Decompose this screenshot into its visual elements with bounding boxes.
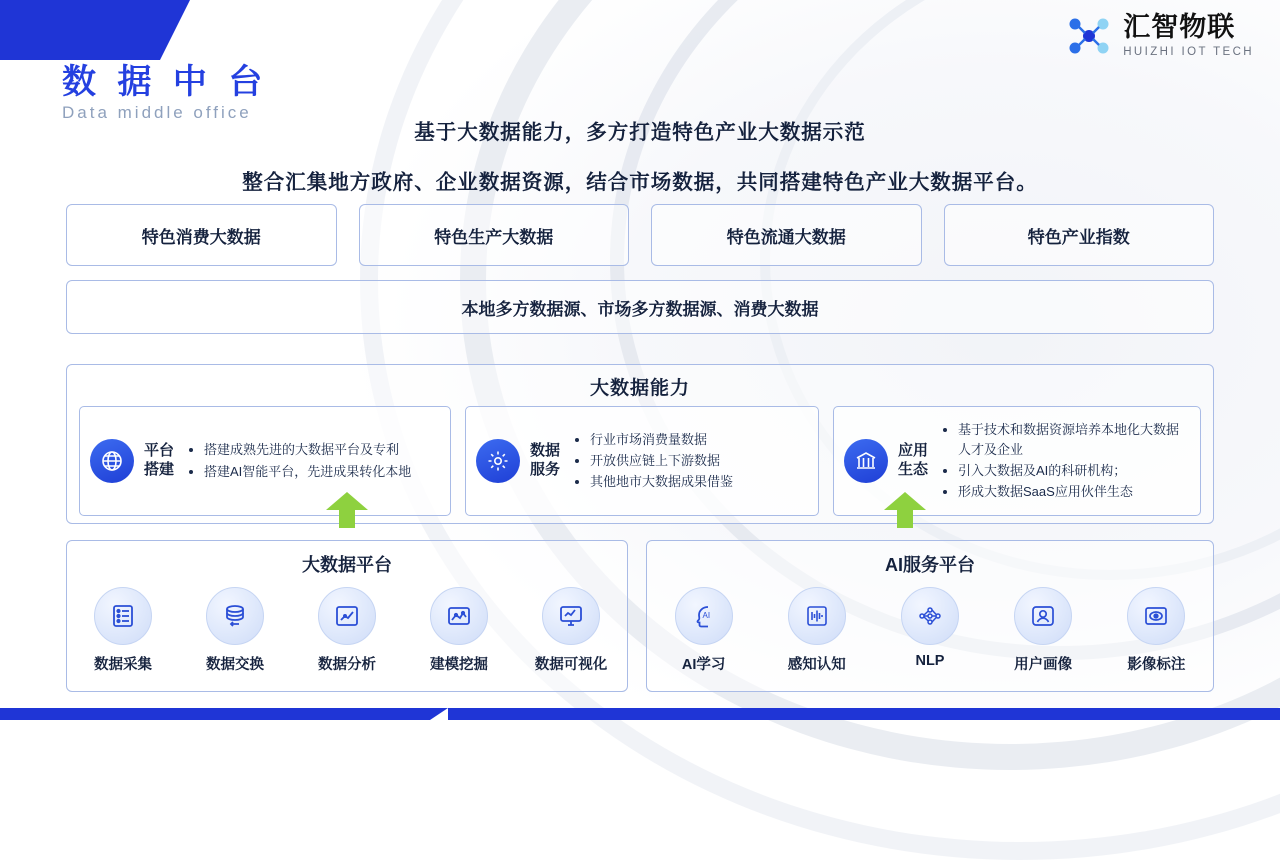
corner-accent bbox=[0, 0, 160, 60]
capability-list-item: • 行业市场消费量数据 bbox=[590, 430, 733, 450]
data-source-bar: 本地多方数据源、市场多方数据源、消费大数据 bbox=[66, 280, 1214, 334]
capability-label bbox=[144, 442, 178, 480]
up-arrow-icon bbox=[326, 492, 368, 528]
category-card[interactable]: 特色产业指数 bbox=[944, 204, 1215, 266]
capability-list-item: • 引入大数据及AI的科研机构； bbox=[958, 461, 1190, 481]
ai-service-platform-panel bbox=[646, 540, 1214, 692]
platform-item-label: 建模挖掘 bbox=[430, 657, 488, 673]
platform-item-label: AI学习 bbox=[681, 657, 726, 673]
capability-box-data-service[interactable] bbox=[465, 406, 819, 516]
ai-head-icon bbox=[675, 587, 733, 645]
platform-item[interactable] bbox=[297, 587, 397, 674]
platform-item[interactable] bbox=[521, 587, 621, 674]
platform-item[interactable] bbox=[654, 587, 754, 674]
platform-item[interactable] bbox=[993, 587, 1093, 674]
platform-item[interactable] bbox=[880, 587, 980, 674]
capability-label-line2: 搭建 bbox=[144, 461, 175, 478]
up-arrow-icon bbox=[884, 492, 926, 528]
platform-item[interactable] bbox=[1106, 587, 1206, 674]
platform-item[interactable] bbox=[185, 587, 285, 674]
capability-list-item: • 基于技术和数据资源培养本地化大数据人才及企业 bbox=[958, 420, 1190, 460]
platform-item[interactable] bbox=[767, 587, 867, 674]
platform-item-label: 数据采集 bbox=[94, 657, 152, 673]
capability-list bbox=[574, 429, 733, 493]
globe-icon bbox=[90, 439, 134, 483]
database-exchange-icon bbox=[206, 587, 264, 645]
headline-line-1: 基于大数据能力，多方打造特色产业大数据示范 bbox=[414, 121, 866, 144]
capability-list bbox=[942, 419, 1190, 504]
page-title-en: Data middle office bbox=[62, 103, 252, 123]
platform-item[interactable] bbox=[409, 587, 509, 674]
user-profile-icon bbox=[1014, 587, 1072, 645]
svg-text:AI: AI bbox=[702, 611, 710, 620]
capability-list-item: • 其他地市大数据成果借鉴 bbox=[590, 472, 733, 492]
bigdata-platform-panel bbox=[66, 540, 628, 692]
platform-title: 大数据平台 bbox=[302, 555, 392, 575]
platform-item-label: 数据分析 bbox=[318, 657, 376, 673]
chart-analysis-icon bbox=[318, 587, 376, 645]
platform-item-label: 数据交换 bbox=[206, 657, 264, 673]
capability-list bbox=[188, 439, 411, 482]
atom-icon bbox=[1065, 14, 1113, 58]
capability-list-item: • 形成大数据SaaS应用伙伴生态 bbox=[958, 482, 1190, 502]
capability-label-line1: 平台 bbox=[144, 442, 175, 460]
platform-item[interactable] bbox=[73, 587, 173, 674]
platform-item-label: 影像标注 bbox=[1127, 657, 1186, 673]
platform-item-label: 感知认知 bbox=[787, 657, 846, 673]
waveform-icon bbox=[788, 587, 846, 645]
category-card[interactable]: 特色流通大数据 bbox=[651, 204, 922, 266]
capability-label-line2: 生态 bbox=[898, 461, 929, 478]
page-title-cn: 数 据 中 台 bbox=[62, 63, 269, 101]
capability-box-platform[interactable] bbox=[79, 406, 451, 516]
capability-label-line2: 服务 bbox=[529, 461, 560, 478]
bigdata-capability-panel bbox=[66, 364, 1214, 524]
platform-title: AI服务平台 bbox=[885, 555, 975, 575]
capability-label-line1: 数据 bbox=[529, 442, 560, 460]
headline bbox=[0, 115, 1280, 195]
top-category-row bbox=[66, 204, 1214, 266]
capability-list-item: • 开放供应链上下游数据 bbox=[590, 451, 733, 471]
neural-network-icon bbox=[901, 587, 959, 645]
capability-label-line1: 应用 bbox=[898, 442, 929, 460]
bank-icon bbox=[844, 439, 888, 483]
list-data-icon bbox=[94, 587, 152, 645]
platform-item-label: NLP bbox=[915, 653, 945, 669]
bottom-accent-bar bbox=[0, 708, 1280, 720]
brand-logo bbox=[1065, 14, 1254, 58]
category-card[interactable]: 特色消费大数据 bbox=[66, 204, 337, 266]
capability-list-item: • 搭建AI智能平台，先进成果转化本地 bbox=[204, 462, 411, 482]
platform-item-label: 数据可视化 bbox=[534, 657, 608, 673]
gear-icon bbox=[476, 439, 520, 483]
image-label-icon bbox=[1127, 587, 1185, 645]
model-mining-icon bbox=[430, 587, 488, 645]
capability-title: 大数据能力 bbox=[589, 378, 690, 399]
capability-list-item: • 搭建成熟先进的大数据平台及专利 bbox=[204, 440, 411, 460]
category-card[interactable]: 特色生产大数据 bbox=[359, 204, 630, 266]
capability-label bbox=[898, 442, 932, 480]
platform-item-label: 用户画像 bbox=[1014, 657, 1073, 673]
headline-line-2: 整合汇集地方政府、企业数据资源，结合市场数据，共同搭建特色产业大数据平台。 bbox=[242, 171, 1038, 194]
logo-text-en: HUIZHI IOT TECH bbox=[1123, 46, 1254, 58]
capability-label bbox=[530, 442, 564, 480]
logo-text-cn: 汇智物联 bbox=[1123, 12, 1236, 42]
monitor-visual-icon bbox=[542, 587, 600, 645]
